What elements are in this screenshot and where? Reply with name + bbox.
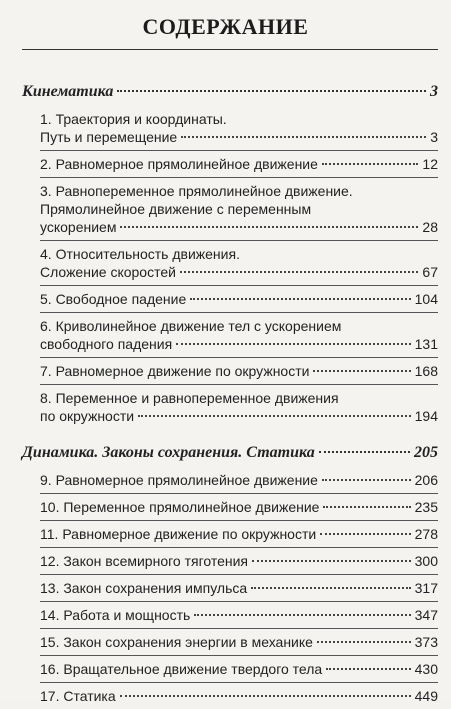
title-rule [22,49,438,50]
entry-page-number: 104 [414,291,438,307]
entry-last-line [40,407,438,425]
toc-entry[interactable] [22,290,438,308]
toc-entry[interactable] [22,633,438,651]
entry-title-line: 12. Закон всемирного тяготения [40,553,249,569]
entry-page-number: 373 [414,634,438,650]
entry-title-line: 3. Равнопеременное прямолинейное движение. [40,183,353,199]
entry-title-line: 13. Закон сохранения импульса [40,580,248,596]
entry-page-number: 168 [414,363,438,379]
toc-entry[interactable] [22,498,438,516]
entry-separator [40,240,438,241]
entry-separator [40,520,438,521]
dot-leader [323,506,410,508]
entry-title-line: Сложение скоростей [40,264,176,280]
entry-last-line [40,633,438,651]
entry-title-line: 16. Вращательное движение твердого тела [40,661,323,677]
entry-separator [40,655,438,656]
toc-entry[interactable] [22,362,438,380]
dot-leader [117,90,426,92]
entry-separator [40,312,438,313]
section-heading[interactable] [22,443,438,467]
toc-entry[interactable] [22,660,438,678]
entry-page-number: 194 [414,408,438,424]
entry-title-line: 9. Равномерное прямолинейное движение [40,472,318,488]
entry-page-number: 28 [422,219,438,235]
dot-leader [194,614,410,616]
entry-title-line: 2. Равномерное прямолинейное движение [40,156,318,172]
dot-leader [120,695,411,697]
dot-leader [252,560,411,562]
section-heading[interactable] [22,82,438,106]
entry-separator [40,150,438,151]
entry-page-number: 347 [414,607,438,623]
toc-entry[interactable] [22,687,438,705]
entry-page-number: 206 [414,472,438,488]
entry-last-line [40,525,438,543]
dot-leader [322,163,419,165]
dot-leader [320,533,410,535]
toc-entry[interactable] [22,552,438,570]
entry-last-line [40,471,438,489]
entry-last-line [40,687,438,705]
toc-entry[interactable] [22,525,438,543]
dot-leader [181,136,426,138]
entry-title-line: ускорением [40,219,117,235]
entry-page-number: 3 [430,129,438,145]
section-title: Динамика. Законы сохранения. Статика [22,444,315,461]
entry-page-number: 235 [414,499,438,515]
entry-separator [40,601,438,602]
entry-last-line [40,290,438,308]
entry-separator [40,574,438,575]
entry-last-line [40,155,438,173]
entry-last-line [40,335,438,353]
entry-page-number: 12 [422,156,438,172]
entry-last-line [40,128,438,146]
entry-separator [40,177,438,178]
toc-entry[interactable] [22,110,438,146]
toc-entry[interactable] [22,182,438,236]
section-page-number: 205 [414,444,438,461]
entry-separator [40,682,438,683]
toc-entry[interactable] [22,606,438,624]
entry-title-line: 4. Относительность движения. [40,246,240,262]
table-of-contents [22,82,438,709]
entry-title-line: 14. Работа и мощность [40,607,191,623]
entry-separator [40,384,438,385]
entry-separator [40,357,438,358]
entry-title-line: 5. Свободное падение [40,291,187,307]
entry-title-line: свободного падения [40,336,173,352]
entry-last-line [40,218,438,236]
entry-last-line [40,660,438,678]
entry-last-line [40,362,438,380]
entry-title-line: 7. Равномерное движение по окружности [40,363,310,379]
section-gap [22,429,438,443]
entry-page-number: 131 [414,336,438,352]
toc-entry[interactable] [22,579,438,597]
entry-page-number: 449 [414,688,438,704]
entry-title-line: 8. Переменное и равнопеременное движения [40,390,339,406]
entry-title-line: 1. Траектория и координаты. [40,111,227,127]
dot-leader [176,343,410,345]
entry-page-number: 300 [414,553,438,569]
toc-entry[interactable] [22,245,438,281]
entry-page-number: 67 [422,264,438,280]
section-page-number: 3 [430,83,438,100]
entry-title-line: 10. Переменное прямолинейное движение [40,499,320,515]
entry-last-line [40,263,438,281]
toc-entry[interactable] [22,317,438,353]
entry-last-line [40,579,438,597]
entry-separator [40,493,438,494]
entry-separator [40,547,438,548]
entry-last-line [40,606,438,624]
section-title: Кинематика [22,83,114,100]
dot-leader [251,587,410,589]
dot-leader [180,271,418,273]
toc-entry[interactable] [22,471,438,489]
entry-page-number: 317 [414,580,438,596]
entry-separator [40,628,438,629]
entry-title-line: 15. Закон сохранения энергии в механике [40,634,313,650]
toc-entry[interactable] [22,389,438,425]
dot-leader [138,415,411,417]
toc-entry[interactable] [22,155,438,173]
entry-title-line: Прямолинейное движение с переменным [40,201,312,217]
entry-last-line [40,552,438,570]
page-title: СОДЕРЖАНИЕ [142,14,309,39]
dot-leader [190,298,410,300]
entry-title-line: 11. Равномерное движение по окружности [40,526,317,542]
entry-title-line: 6. Криволинейное движение тел с ускорением [40,318,342,334]
entry-title-line: 17. Статика [40,688,116,704]
dot-leader [319,451,410,453]
entry-separator [40,285,438,286]
entry-page-number: 278 [414,526,438,542]
entry-page-number: 430 [414,661,438,677]
dot-leader [120,226,418,228]
entry-last-line [40,498,438,516]
entry-title-line: по окружности [40,408,135,424]
dot-leader [313,370,410,372]
dot-leader [317,641,411,643]
dot-leader [322,479,411,481]
entry-title-line: Путь и перемещение [40,129,178,145]
dot-leader [326,668,410,670]
